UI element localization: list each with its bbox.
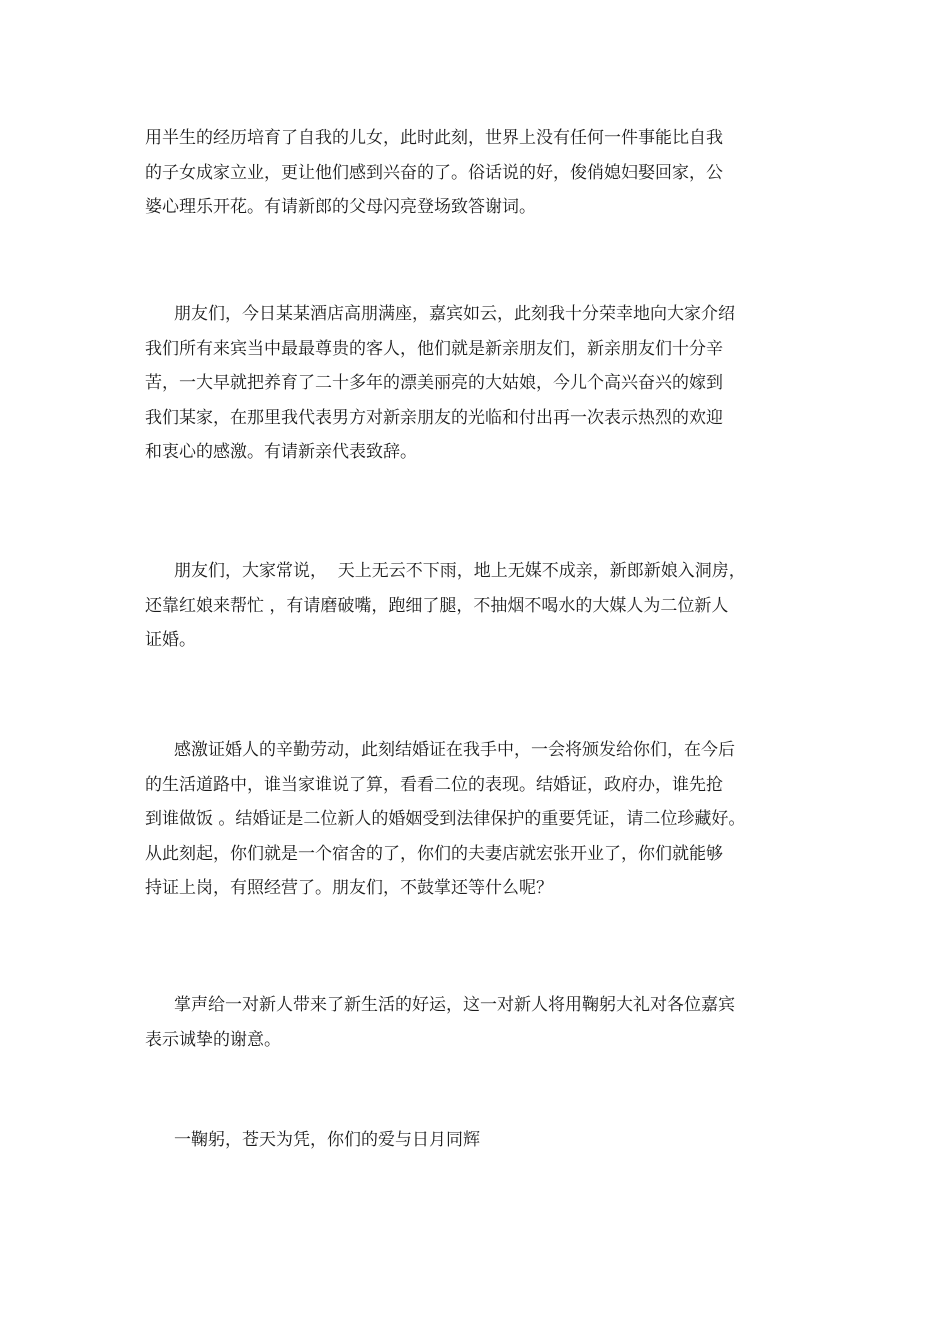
paragraph-first-bow	[145, 1123, 825, 1158]
paragraph-guest-introduction	[145, 297, 825, 470]
text-line: 用半生的经历培育了自我的儿女，此时此刻，世界上没有任何一件事能比自我	[145, 128, 723, 148]
text-line: 的子女成家立业，更让他们感到兴奋的了。俗话说的好，俊俏媳妇娶回家，公	[145, 162, 723, 183]
text-line: 证婚。	[145, 630, 196, 650]
paragraph-marriage-certificate	[145, 733, 825, 906]
text-line: 一鞠躬，苍天为凭，你们的爱与日月同辉	[174, 1130, 480, 1150]
text-line: 和衷心的感激。有请新亲代表致辞。	[145, 442, 417, 462]
text-line: 婆心理乐开花。有请新郎的父母闪亮登场致答谢词。	[145, 197, 536, 217]
text-line: 的生活道路中，谁当家谁说了算，看看二位的表现。结婚证，政府办，谁先抢	[145, 774, 723, 795]
text-line: 苦，一大早就把养育了二十多年的漂美丽亮的大姑娘，今儿个高兴奋兴的嫁到	[145, 373, 723, 393]
text-line: 我们所有来宾当中最最尊贵的客人，他们就是新亲朋友们，新亲朋友们十分辛	[145, 338, 723, 359]
paragraph-parents-speech	[145, 121, 825, 225]
text-line: 感激证婚人的辛勤劳动，此刻结婚证在我手中，一会将颁发给你们，在今后	[174, 740, 735, 760]
text-line: 朋友们，今日某某酒店高朋满座，嘉宾如云，此刻我十分荣幸地向大家介绍	[174, 304, 735, 324]
text-line: 我们某家，在那里我代表男方对新亲朋友的光临和付出再一次表示热烈的欢迎	[145, 407, 723, 428]
text-line: 从此刻起，你们就是一个宿舍的了，你们的夫妻店就宏张开业了，你们就能够	[145, 843, 723, 864]
text-line: 掌声给一对新人带来了新生活的好运，这一对新人将用鞠躬大礼对各位嘉宾	[174, 995, 735, 1015]
text-line: 到谁做饭 。结婚证是二位新人的婚姻受到法律保护的重要凭证，请二位珍藏好。	[145, 809, 746, 829]
text-line: 还靠红娘来帮忙 ，有请磨破嘴，跑细了腿，不抽烟不喝水的大媒人为二位新人	[145, 595, 729, 616]
text-line: 朋友们，大家常说， 天上无云不下雨，地上无媒不成亲，新郎新娘入洞房，	[174, 561, 746, 581]
paragraph-matchmaker	[145, 554, 825, 658]
paragraph-applause	[145, 988, 825, 1057]
text-line: 持证上岗，有照经营了。朋友们，不鼓掌还等什么呢？	[145, 878, 553, 898]
text-line: 表示诚挚的谢意。	[145, 1029, 281, 1050]
